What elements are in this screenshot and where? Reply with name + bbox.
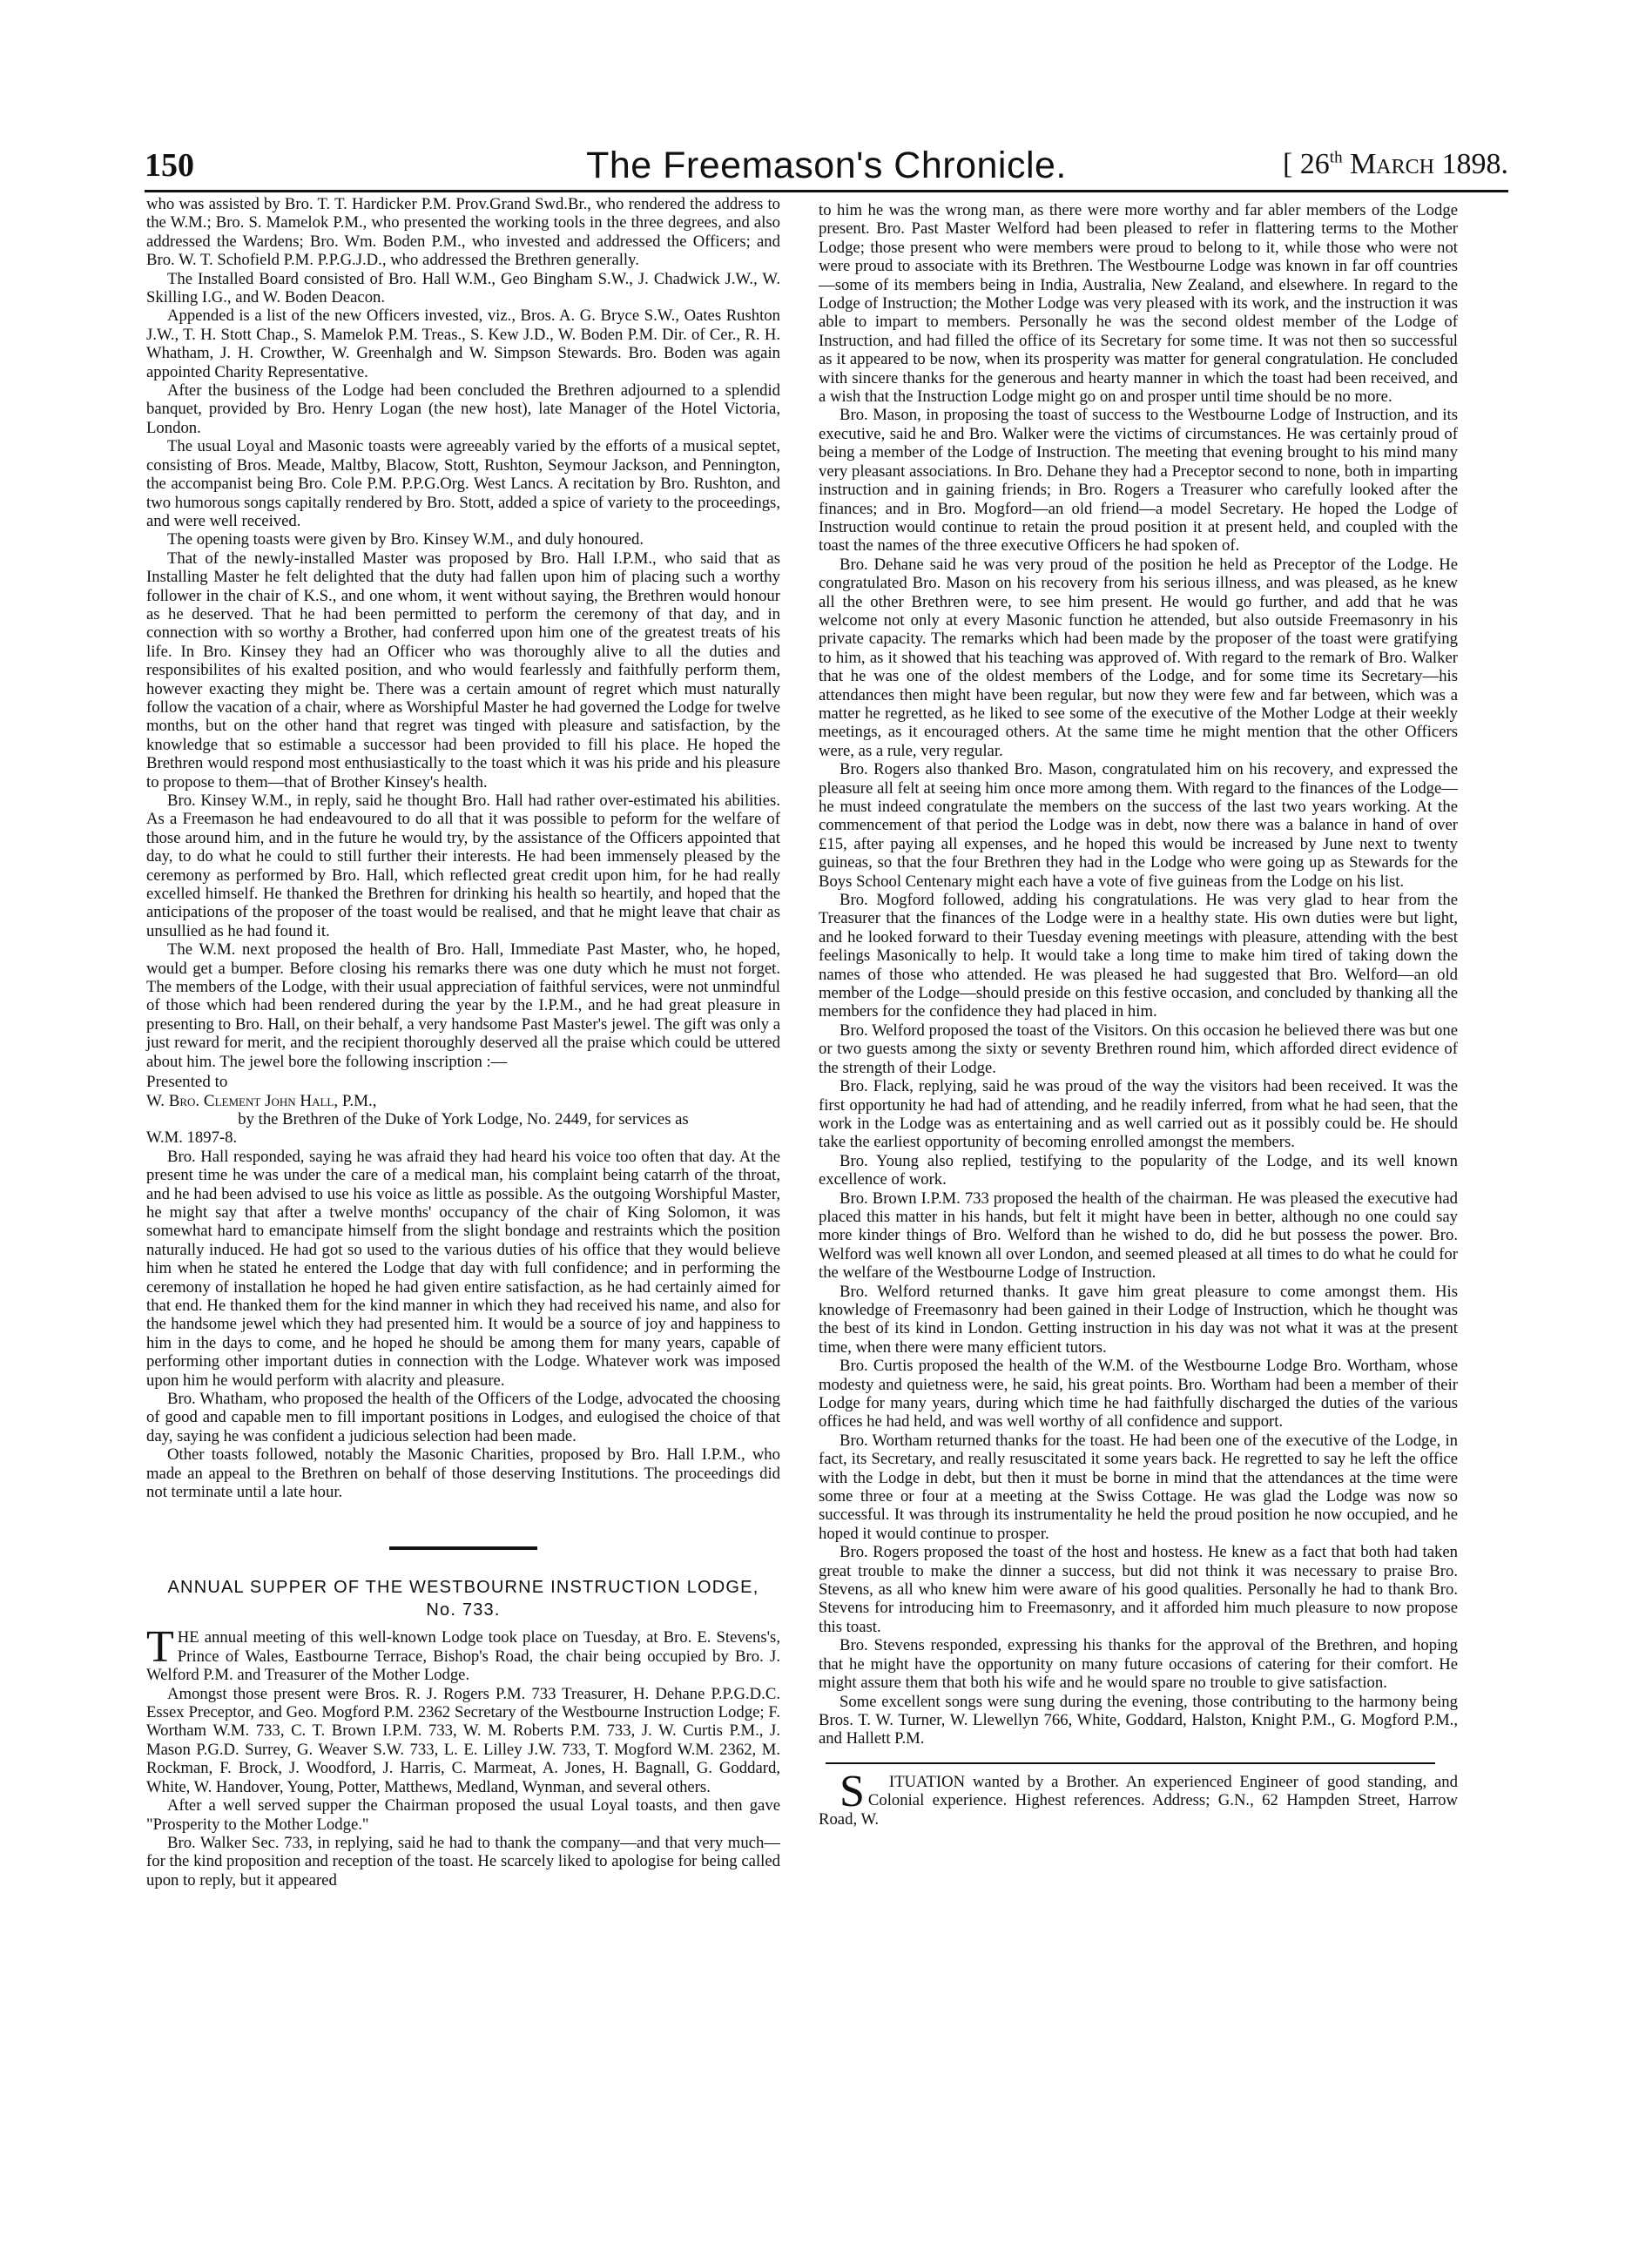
article-paragraph: Amongst those present were Bros. R. J. Rogers P.M. 733 Treasurer, H. Dehane P.P.G.D.C. Essex Preceptor, and Geo. Mogford P.M. 2362 Secretary of the Westbourne Instruction Lodge; F. Wortham W.M. 733, C. T. Brown I.P.M. 733, W. M. Roberts P.M. 733, J. W. Curtis P.M., J. Mason P.G.D. Surrey, G. Weaver S.W. 733, L. E. Lilley J.W. 733, T. Mogford W.M. 2362, M. Rockman, F. Brock, J. Woodford, J. Harris, C. Marmeat, A. Jones, H. Bagnall, G. Goddard, White, W. Handover, Young, Potter, Matthews, Medland, Wynman, and several others. (146, 1684, 780, 1796)
article-paragraph: Bro. Kinsey W.M., in reply, said he thought Bro. Hall had rather over-estimated his abilities. As a Freemason he had endeavoured to do all that it was possible to peform for the welfare of those around him, and in the future he would try, by the assistance of the Officers appointed that day, to do what he could to still further their interests. He had been immensely pleased by the ceremony as performed by Bro. Hall, which reflected great credit upon him, for he had really excelled himself. He thanked the Brethren for drinking his health so heartily, and hoped that the anticipations of the proposer of the toast would be realised, and that he might leave that chair as unsullied as he had found it. (146, 792, 780, 940)
article-paragraph: Bro. Young also replied, testifying to the popularity of the Lodge, and its well known excellence of work. (819, 1151, 1458, 1189)
article-lead-paragraph (146, 1622, 780, 1685)
inscription-suffix: , P.M., (334, 1091, 377, 1110)
article-paragraph: Bro. Rogers proposed the toast of the host and hostess. He knew as a fact that both had taken great trouble to make the dinner a success, but did not think it was necessary to praise Bro. Stevens, as all who knew him were aware of his good qualities. Personally he had to thank Bro. Stevens for introducing him to Freemasonry, and it afforded him much pleasure to now propose this toast. (819, 1543, 1458, 1636)
article-paragraph: to him he was the wrong man, as there were more worthy and far abler members of the Lodge present. Bro. Past Master Welford had been pleased to refer in flattering terms to the Mother Lodge; those present who were members were proud to belong to it, while those who were not were proud to associate with its Brethren. The Westbourne Lodge was known in far off countries—some of its members being in India, Australia, New Zealand, and elsewhere. In regard to the Lodge of Instruction; the Mother Lodge was very pleased with its work, and the instruction it was able to impart to members. Personally he was the second oldest member of the Lodge of Instruction, and had filled the office of its Secretary for some time. It was not then so successful as it appeared to be now, when its prosperity was matter for general congratulation. He concluded with sincere thanks for the generous and hearty manner in which the toast had been received, and a wish that the Instruction Lodge might go on and prosper until time should be no more. (819, 201, 1458, 407)
article-paragraph: The usual Loyal and Masonic toasts were agreeably varied by the efforts of a musical septet, consisting of Bros. Meade, Maltby, Blacow, Stott, Rushton, Seymour Jackson, and Pennington, the accompanist being Bro. Cole P.M. P.P.G.Org. West Lancs. A recitation by Bro. Rushton, and two humorous songs capitally rendered by Bro. Stott, added a spice of variety to the proceedings, and were well received. (146, 437, 780, 530)
article-paragraph: The opening toasts were given by Bro. Kinsey W.M., and duly honoured. (167, 530, 644, 549)
issue-date-suffix: th (1329, 148, 1343, 167)
left-column (146, 195, 780, 1890)
classified-advert (819, 1766, 1458, 1829)
advert-drop-cap: S (839, 1766, 865, 1816)
section-heading-line-2: No. 733. (426, 1600, 501, 1620)
article-paragraph: Bro. Curtis proposed the health of the W.M. of the Westbourne Lodge Bro. Wortham, whose modesty and quietness were, he said, his great points. Bro. Wortham had been a member of their Lodge for many years, during which time he had faithfully discharged the duties of the various offices he had held, and was well worthy of all confidence and support. (819, 1357, 1458, 1432)
page-header (145, 146, 1508, 190)
issue-date-day: [ 26 (1282, 148, 1330, 180)
article-paragraph: Bro. Brown I.P.M. 733 proposed the health of the chairman. He was pleased the executive had placed this matter in his hands, but felt it might have been in better, although no one could say more kinder things of Bro. Welford than he wished to do, did he but possess the power. Bro. Welford was well known all over London, and seemed pleased at all times to do what he could for the welfare of the Westbourne Lodge of Instruction. (819, 1189, 1458, 1283)
section-divider (389, 1546, 537, 1550)
article-paragraph: Bro. Hall responded, saying he was afraid they had heard his voice too often that day. At the present time he was under the care of a medical man, his complaint being catarrh of the throat, and he had been advised to use his voice as little as possible. As the outgoing Worshipful Master, he might say that after a twelve months' occupancy of the chair of King Solomon, it was somewhat hard to emancipate himself from the slight bondage and restraints which the position naturally induced. He had got so used to the various duties of his office that they would believe him when he stated he entered the Lodge that day with full confidence; and in performing the ceremony of installation he hoped he had given entire satisfaction, as he had certainly aimed for that end. He thanked them for the kind manner in which they had received his name, and also for the handsome jewel which they had presented him. It would be a source of joy and happiness to him in the days to come, and he hoped he should be among them for many years, capable of performing other important duties in connection with the Lodge. Whatever work was imposed upon him he would perform with alacrity and pleasure. (146, 1147, 780, 1390)
right-column (819, 201, 1458, 1829)
article-paragraph: That of the newly-installed Master was proposed by Bro. Hall I.P.M., who said that as Installing Master he felt delighted that the duty had fallen upon him of placing such a worthy follower in the chair of K.S., and one whom, it went without saying, the Brethren would honour as he deserved. That he had been permitted to perform the ceremony of that day, and in connection with so worthy a Brother, had conferred upon him one of the greatest treats of his life. In Bro. Kinsey they had an Officer who was thoroughly alive to all the duties and responsibilites of his exalted position, and who would fearlessly and faithfully perform them, however exacting they might be. There was a certain amount of regret which must naturally follow the vacation of a chair, where as Worshipful Master he had governed the Lodge for twelve months, but on the other hand that regret was tinged with pleasure and satisfaction, by the knowledge that so estimable a successor had been provided to fill his place. He hoped the Brethren would respond most enthusiastically to the toast which it was his pride and his pleasure to propose to them—that of Brother Kinsey's health. (146, 549, 780, 792)
article-paragraph: Bro. Mason, in proposing the toast of success to the Westbourne Lodge of Instruction, and its executive, said he and Bro. Walker were the victims of circumstances. He was certainly proud of being a member of the Lodge of Instruction. The meeting that evening brought to his mind many very pleasant associations. In Bro. Dehane they had a Preceptor second to none, both in imparting instruction and in gaining friends; in Bro. Rogers a Treasurer who carefully looked after the finances; and in Bro. Mogford—an old friend—a model Secretary. He hoped the Lodge of Instruction would continue to retain the proud position it at present held, and coupled with the toast the names of the three executive Officers he had spoken of. (819, 406, 1458, 556)
article-paragraph: Bro. Whatham, who proposed the health of the Officers of the Lodge, advocated the choosing of good and capable men to fill important positions in Lodges, and eulogised the choice of that day, saying he was confident a judicious selection had been made. (146, 1390, 780, 1445)
article-paragraph: Bro. Welford proposed the toast of the Visitors. On this occasion he believed there was but one or two guests among the sixty or seventy Brethren round him, which afforded direct evidence of the strength of their Lodge. (819, 1021, 1458, 1077)
inscription-name: Bro. Clement John Hall (168, 1091, 334, 1110)
article-paragraph: After the business of the Lodge had been concluded the Brethren adjourned to a splendid banquet, provided by Bro. Henry Logan (the new host), late Manager of the Hotel Victoria, London. (146, 381, 780, 437)
article-paragraph: Bro. Wortham returned thanks for the toast. He had been one of the executive of the Lodge, in fact, its Secretary, and really resuscitated it some years back. He regretted to say he left the office with the Lodge in debt, but then it must be borne in mind that the attendances at the time were some three or four at a meeting at the Swiss Cottage. He was glad the Lodge was now so successful. It was through its instrumentality he held the proud position he now occupied, and he hoped it would continue to prosper. (819, 1431, 1458, 1543)
article-paragraph: After a well served supper the Chairman proposed the usual Loyal toasts, and then gave "Prosperity to the Mother Lodge." (146, 1796, 780, 1834)
article-paragraph: Bro. Stevens responded, expressing his thanks for the approval of the Brethren, and hoping that he might have the opportunity on many future occasions of catering for their comfort. He might assure them that both his wife and he would spare no trouble to give satisfaction. (819, 1636, 1458, 1693)
article-paragraph: Appended is a list of the new Officers invested, viz., Bros. A. G. Bryce S.W., Oates Rushton J.W., T. H. Stott Chap., S. Mamelok P.M. Treas., S. Kew J.D., W. Boden P.M. Dir. of Cer., R. H. Whatham, J. H. Crowther, W. Greenhalgh and W. Simpson Stewards. Bro. Boden was again appointed Charity Representative. (146, 307, 780, 381)
article-paragraph: Bro. Rogers also thanked Bro. Mason, congratulated him on his recovery, and expressed the pleasure all felt at seeing him once more among them. With regard to the finances of the Lodge—he must indeed congratulate the members on the success of the last two years working. At the commencement of that period the Lodge was in debt, now there was a balance in hand of over £15, after paying all expenses, and he hoped this would be increased by June next to twenty guineas, so that the four Brethren they had in the Lodge who were going up as Stewards for the Boys School Centenary might each have a vote of five guineas from the Lodge on his list. (819, 760, 1458, 891)
issue-date (1283, 148, 1508, 181)
inscription-line-4: W.M. 1897-8. (146, 1128, 238, 1148)
article-paragraph: Bro. Dehane said he was very proud of the position he held as Preceptor of the Lodge. He congratulated Bro. Mason on his recovery from his serious illness, and was pleased, as he knew all the other Brethren were, to see him present. He would go further, and add that he was welcome not only at every Masonic function he attended, but also outside Freemasonry in his private capacity. The remarks which had been made by the proposer of the toast were gratifying to him, as it showed that his teaching was approved of. With regard to the remark of Bro. Walker that he was one of the oldest members of the Lodge, and for some time its Secretary—his attendances then might have been regular, but now they were few and far between, which was a matter he regretted, as he liked to see some of the executive of the Mother Lodge at their weekly meetings, as it encouraged others. At the same time he might mention that the other Officers were, as a rule, very regular. (819, 555, 1458, 760)
article-paragraph: The W.M. next proposed the health of Bro. Hall, Immediate Past Master, who, he hoped, would get a bumper. Before closing his remarks there was one duty which he must not forget. The members of the Lodge, with their usual appreciation of faithful services, were not unmindful of those which had been rendered during the year by the I.P.M., and he had great pleasure in presenting to Bro. Hall, on their behalf, a very handsome Past Master's jewel. The gift was only a just reward for merit, and the recipient thoroughly deserved all the praise which could be uttered about him. The jewel bore the following inscription :— (146, 940, 780, 1071)
inscription-line-3: by the Brethren of the Duke of York Lodge, No. 2449, for services as (238, 1109, 689, 1128)
article-paragraph: Other toasts followed, notably the Masonic Charities, proposed by Bro. Hall I.P.M., who made an appeal to the Brethren on behalf of those deserving Institutions. The proceedings did not terminate until a late hour. (146, 1445, 780, 1502)
inscription-prefix: W. (146, 1091, 169, 1110)
drop-cap: T (146, 1622, 174, 1673)
publication-title: The Freemason's Chronicle. (586, 145, 1067, 186)
header-rule (145, 190, 1508, 192)
article-paragraph: Bro. Welford returned thanks. It gave him great pleasure to come amongst them. His knowledge of Freemasonry had been gained in their Lodge of Instruction, which he thought was the best of its kind in London. Getting instruction in his day was not what it was at the present time, when there were many efficient tutors. (819, 1282, 1458, 1357)
issue-date-month: March (1342, 148, 1434, 180)
section-heading (146, 1576, 780, 1621)
issue-date-year: 1898. (1434, 148, 1508, 180)
section-heading-line-1: ANNUAL SUPPER OF THE WESTBOURNE INSTRUCTION LODGE, (167, 1578, 759, 1598)
advert-text: ITUATION wanted by a Brother. An experienced Engineer of good standing, and Colonial experience. Highest references. Address; G.N., 62 Hampden Street, Harrow Road, W. (819, 1772, 1458, 1829)
article-paragraph: Bro. Walker Sec. 733, in replying, said he had to thank the company—and that very much—for the kind proposition and reception of the toast. He scarcely liked to apologise for being called upon to reply, but it appeared (146, 1833, 780, 1890)
page-number: 150 (145, 147, 194, 184)
article-paragraph: Bro. Mogford followed, adding his congratulations. He was very glad to hear from the Treasurer that the finances of the Lodge were in a healthy state. His own duties were but light, and he looked forward to their Tuesday evening meetings with pleasure, attending with the best feelings Masonically to help. It would take a long time to make him tired of taking down the names of those who attended. He was pleased he had suggested that Bro. Welford—an old member of the Lodge—should preside on this festive occasion, and concluded by thanking all the members for the confidence they had placed in him. (819, 891, 1458, 1021)
article-paragraph: Bro. Flack, replying, said he was proud of the way the visitors had been received. It was the first opportunity he had had of attending, and he readily inferred, from what he had seen, that the work in the Lodge was as entertaining and as well carried out as it possibly could be. He should take the earliest opportunity of becoming enrolled amongst the members. (819, 1077, 1458, 1152)
lead-text: HE annual meeting of this well-known Lodge took place on Tuesday, at Bro. E. Stevens's, Prince of Wales, Eastbourne Terrace, Bishop's Road, the chair being occupied by Bro. J. Welford P.M. and Treasurer of the Mother Lodge. (146, 1628, 780, 1685)
advert-divider (826, 1762, 1435, 1764)
article-paragraph: who was assisted by Bro. T. T. Hardicker P.M. Prov.Grand Swd.Br., who rendered the address to the W.M.; Bro. S. Mamelok P.M., who presented the working tools in the three degrees, and also addressed the Wardens; Bro. Wm. Boden P.M., who invested and addressed the Officers; and Bro. W. T. Schofield P.M. P.P.G.J.D., who addressed the Brethren generally. (146, 195, 780, 270)
article-paragraph: The Installed Board consisted of Bro. Hall W.M., Geo Bingham S.W., J. Chadwick J.W., W. Skilling I.G., and W. Boden Deacon. (146, 269, 780, 307)
inscription-line-2 (146, 1092, 780, 1110)
inscription-line-1: Presented to (146, 1073, 228, 1092)
article-paragraph: Some excellent songs were sung during the evening, those contributing to the harmony being Bros. T. W. Turner, W. Llewellyn 766, White, Goddard, Halston, Knight P.M., G. Mogford P.M., and Hallett P.M. (819, 1692, 1458, 1748)
